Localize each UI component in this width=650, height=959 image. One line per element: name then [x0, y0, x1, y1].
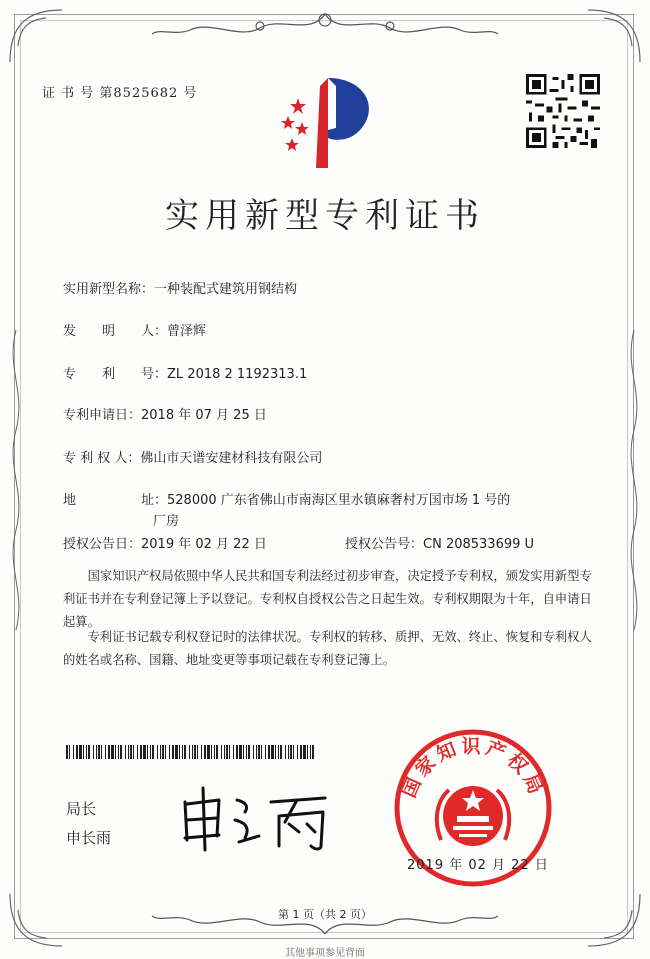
field-label: 专 利 号： — [63, 367, 168, 382]
field-value: CN 208533699 U — [423, 537, 535, 552]
field-value: 528000 广东省佛山市南海区里水镇麻奢村万国市场 1 号的 — [167, 493, 511, 508]
director-title: 局长 — [66, 800, 97, 818]
field-patent-number — [63, 363, 307, 382]
field-label: 专利申请日： — [63, 408, 142, 423]
page-number: 第 1 页（共 2 页） — [278, 908, 372, 921]
left-ornament — [4, 330, 28, 630]
field-grant-date — [63, 533, 267, 552]
field-label: 发 明 人： — [63, 324, 168, 339]
field-label: 授权公告日： — [63, 537, 142, 552]
right-ornament — [622, 330, 646, 630]
field-value: 佛山市天谱安建材科技有限公司 — [140, 451, 323, 466]
field-address-line2: 厂房 — [153, 514, 180, 529]
field-label: 授权公告号： — [345, 537, 424, 552]
field-value: 曾泽辉 — [167, 324, 207, 339]
field-label: 实用新型名称： — [63, 282, 155, 297]
legal-paragraph-2: 专利证书记载专利权登记时的法律状况。专利权的转移、质押、无效、终止、恢复和专利权人的姓名或名称、国籍、地址变更等事项记载在专利登记簿上。 — [63, 630, 592, 667]
field-grant-number — [345, 533, 534, 552]
field-utility-name — [63, 278, 297, 297]
barcode — [66, 745, 316, 759]
field-application-date — [63, 404, 267, 423]
field-inventor — [63, 320, 206, 339]
director-name: 申长雨 — [66, 829, 112, 847]
seal-text: 国家知识产权局 — [397, 735, 549, 801]
footer-note: 其他事项参见背面 — [285, 948, 365, 959]
seal-date: 2019 年 02 月 22 日 — [407, 858, 549, 873]
field-label: 地 址： — [63, 493, 168, 508]
top-ornament — [150, 6, 500, 46]
field-address — [63, 489, 510, 508]
field-patent-holder — [63, 447, 322, 466]
patent-office-logo — [270, 68, 386, 172]
certificate-number: 证 书 号 第8525682 号 — [42, 86, 198, 101]
field-value: 一种装配式建筑用钢结构 — [154, 282, 298, 297]
certificate-title: 实用新型专利证书 — [165, 196, 485, 236]
corner-ornament-tl — [6, 6, 66, 66]
field-value: 2019 年 02 月 22 日 — [141, 537, 267, 552]
corner-ornament-tr — [584, 6, 644, 66]
field-value: ZL 2018 2 1192313.1 — [167, 367, 308, 382]
field-label: 专 利 权 人： — [63, 451, 141, 466]
director-signature — [175, 780, 335, 855]
legal-paragraph-1: 国家知识产权局依照中华人民共和国专利法经过初步审查，决定授予专利权，颁发实用新型专利证书并在专利登记簿上予以登记。专利权自授权公告之日起生效。专利权期限为十年，自申请日起算。 — [63, 569, 592, 629]
qr-code — [526, 74, 600, 148]
field-value: 2018 年 07 月 25 日 — [141, 408, 267, 423]
